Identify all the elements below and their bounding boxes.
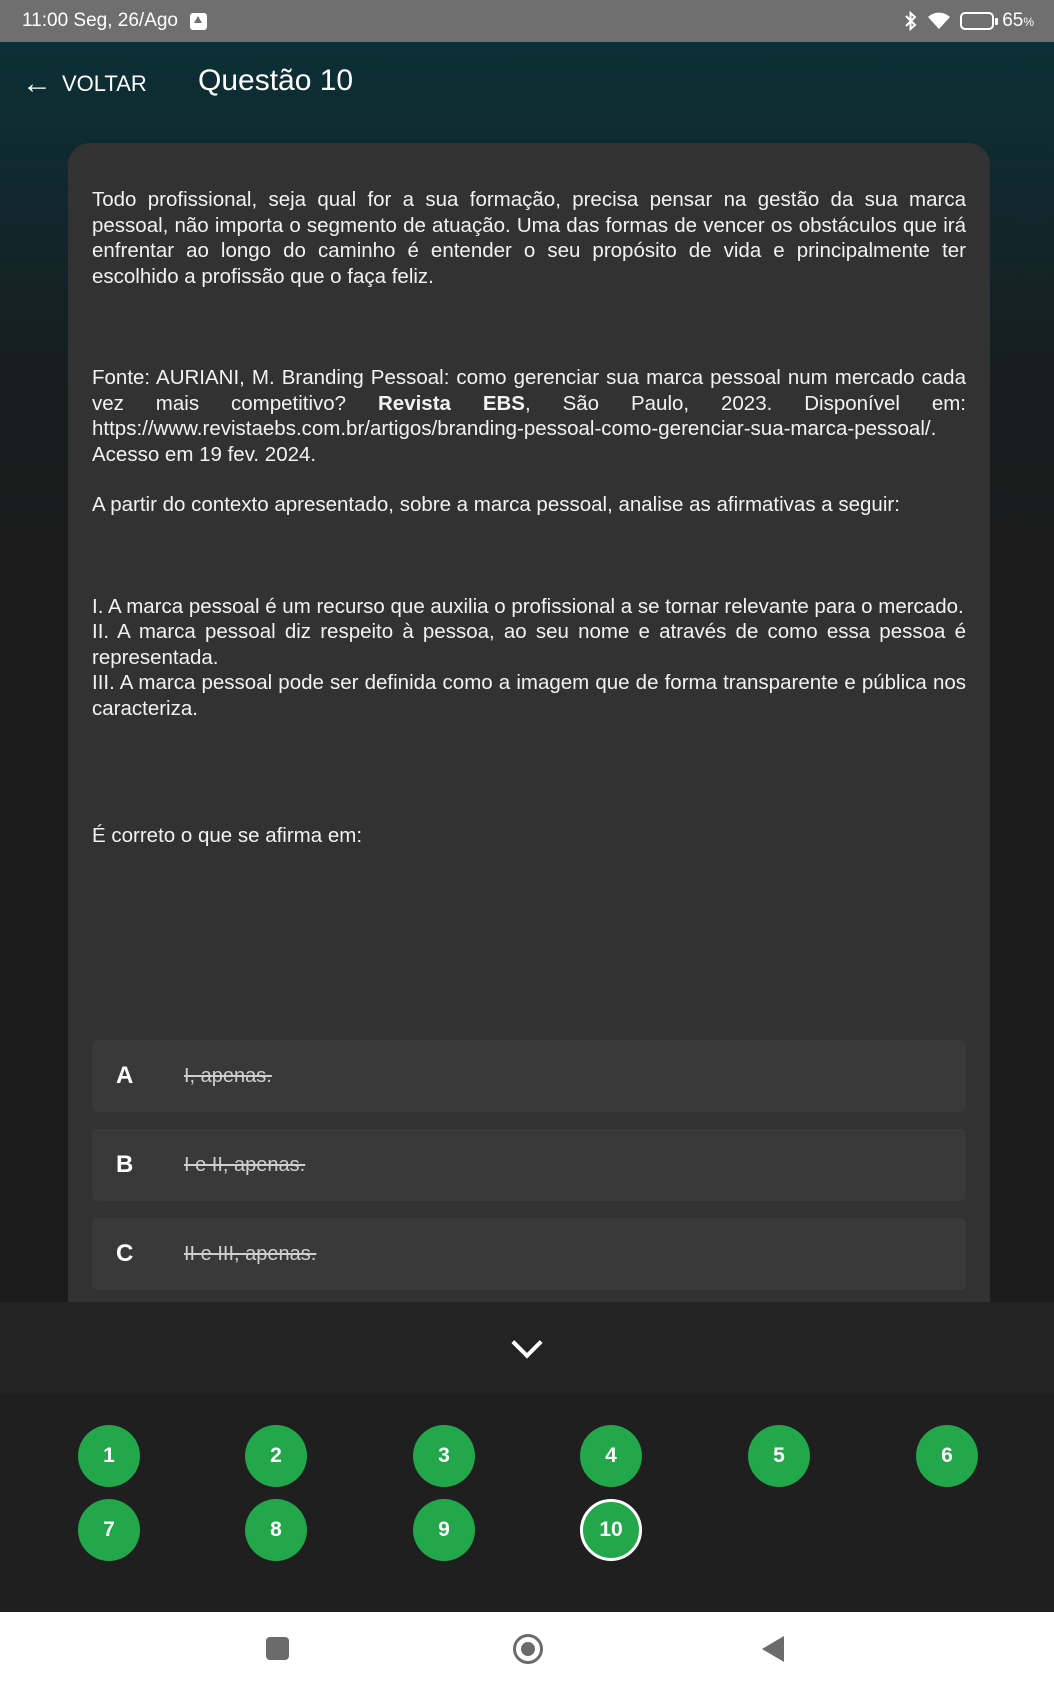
- wifi-icon: [926, 11, 952, 31]
- option-letter: A: [116, 1062, 134, 1089]
- question-button-3[interactable]: 3: [413, 1425, 475, 1487]
- question-navigator: [0, 1394, 1054, 1612]
- statement-item: I. A marca pessoal é um recurso que auxilia o profissional a se tornar relevante para o mercado.: [92, 594, 964, 618]
- option-text: I e II, apenas.: [184, 1153, 306, 1176]
- back-triangle-icon[interactable]: [762, 1636, 784, 1662]
- upload-notification-icon: [190, 13, 207, 30]
- page-title: Questão 10: [198, 64, 354, 97]
- battery-level: 65%: [1002, 10, 1034, 31]
- option-text: I, apenas.: [184, 1064, 272, 1087]
- system-nav-bar: [0, 1612, 1054, 1684]
- status-time-date: 11:00 Seg, 26/Ago: [22, 10, 178, 31]
- home-icon[interactable]: [513, 1634, 543, 1664]
- option-a[interactable]: [92, 1040, 966, 1112]
- question-button-10-current[interactable]: 10: [580, 1499, 642, 1561]
- question-card: [68, 143, 990, 1303]
- option-text: II e III, apenas.: [184, 1242, 317, 1265]
- chevron-down-icon[interactable]: [511, 1327, 542, 1358]
- bluetooth-icon: [904, 11, 918, 31]
- answer-options: [92, 1040, 966, 1303]
- question-button-5[interactable]: 5: [748, 1425, 810, 1487]
- question-button-8[interactable]: 8: [245, 1499, 307, 1561]
- back-button[interactable]: [22, 64, 147, 104]
- option-letter: B: [116, 1151, 134, 1178]
- question-button-4[interactable]: 4: [580, 1425, 642, 1487]
- statement-item: III. A marca pessoal pode ser definida como a imagem que de forma transparente e pública nos caracteriza.: [92, 671, 966, 720]
- question-prompt: A partir do contexto apresentado, sobre a marca pessoal, analise as afirmativas a seguir:: [92, 493, 900, 516]
- arrow-left-icon: ←: [22, 67, 52, 100]
- question-button-2[interactable]: 2: [245, 1425, 307, 1487]
- question-button-6[interactable]: 6: [916, 1425, 978, 1487]
- recents-icon[interactable]: [266, 1637, 289, 1660]
- option-b[interactable]: [92, 1129, 966, 1201]
- option-c[interactable]: [92, 1218, 966, 1290]
- status-bar: [0, 0, 1054, 42]
- statement-item: II. A marca pessoal diz respeito à pessoa, ao seu nome e através de como essa pessoa é representada.: [92, 620, 966, 669]
- status-right: [904, 10, 1034, 32]
- question-source: Fonte: AURIANI, M. Branding Pessoal: como gerenciar sua marca pessoal num mercado cada vez mais competitivo? Revista EBS, São Paulo, 2023. Disponível em: https://www.revistaebs.com.br/artigos/branding-pessoal-como-gerenciar-sua-marca-pessoal/. Acesso em 19 fev. 2024.: [92, 366, 966, 466]
- question-line: É correto o que se afirma em:: [92, 824, 363, 847]
- question-paragraph: Todo profissional, seja qual for a sua formação, precisa pensar na gestão da sua marca pessoal, não importa o segmento de atuação. Uma das formas de vencer os obstáculos que irá enfrentar ao longo do caminho é entender o seu propósito de vida e principalmente ter escolhido a profissão que o faça feliz.: [92, 188, 966, 288]
- question-button-1[interactable]: 1: [78, 1425, 140, 1487]
- question-button-9[interactable]: 9: [413, 1499, 475, 1561]
- back-label: VOLTAR: [62, 71, 147, 96]
- status-left: [22, 10, 207, 32]
- statements-list: [92, 594, 966, 722]
- option-letter: C: [116, 1240, 134, 1267]
- question-button-7[interactable]: 7: [78, 1499, 140, 1561]
- collapse-bar: [0, 1302, 1054, 1394]
- battery-icon: [960, 12, 994, 30]
- app-header: [0, 42, 1054, 130]
